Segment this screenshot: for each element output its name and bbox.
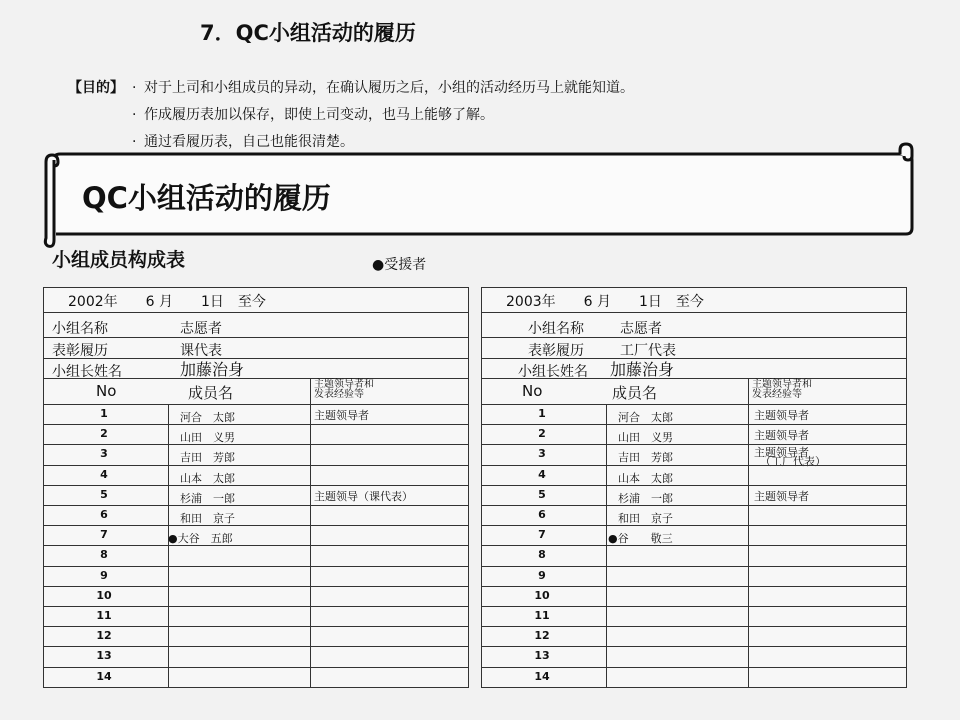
row-number: 13 (534, 649, 550, 663)
member-name: 山田 义男 (180, 431, 235, 445)
row-divider (482, 545, 906, 546)
row-divider (44, 566, 468, 567)
row-number: 12 (534, 629, 550, 643)
row-divider (44, 586, 468, 587)
divider (44, 378, 468, 379)
award-value: 课代表 (180, 343, 222, 359)
row-divider (482, 525, 906, 526)
divider (482, 312, 906, 313)
leader-label: 小组长姓名 (52, 364, 122, 380)
row-number: 11 (534, 609, 550, 622)
member-table-2003 (481, 287, 907, 688)
member-name: 山本 太郎 (180, 471, 235, 485)
group-name-label: 小组名称 (528, 321, 584, 337)
member-role: 主题领导者 (754, 409, 809, 422)
group-name-value: 志愿者 (180, 321, 222, 337)
row-divider (482, 626, 906, 627)
divider (44, 337, 468, 338)
leader-value: 加藤治身 (610, 360, 675, 379)
member-name: ●谷 敬三 (608, 532, 673, 546)
row-number: 2 (538, 427, 546, 441)
col-no-header: No (522, 382, 543, 400)
divider (482, 378, 906, 379)
member-name: 杉浦 一郎 (180, 491, 235, 505)
row-divider (44, 424, 468, 425)
row-number: 3 (538, 447, 546, 461)
row-number: 9 (100, 568, 108, 582)
row-divider (482, 424, 906, 425)
row-number: 10 (96, 588, 112, 602)
award-value: 工厂代表 (620, 343, 676, 359)
purpose-text: 作成履历表加以保存，即使上司变动，也马上能够了解。 (144, 107, 494, 123)
bullet: · (132, 107, 137, 123)
member-table-2002 (43, 287, 469, 688)
member-name: 和田 京子 (618, 512, 673, 525)
group-name-value: 志愿者 (620, 321, 662, 337)
bullet: · (132, 80, 137, 96)
member-name: 河合 太郎 (180, 411, 235, 424)
row-number: 5 (100, 487, 108, 501)
row-number: 11 (96, 609, 112, 622)
row-divider (482, 505, 906, 506)
member-name: 和田 京子 (180, 512, 235, 525)
divider (44, 358, 468, 359)
row-number: 8 (100, 548, 108, 562)
col-no-header: No (96, 382, 117, 400)
row-divider (482, 566, 906, 567)
page-title: 7．QC小组活动的履历 (200, 21, 416, 45)
purpose-line (68, 102, 634, 129)
member-role: 主题领导者 (754, 489, 809, 503)
row-divider (44, 465, 468, 466)
row-number: 6 (100, 508, 108, 521)
col-member-header: 成员名 (612, 384, 658, 402)
row-divider (482, 606, 906, 607)
divider (482, 358, 906, 359)
row-divider (44, 667, 468, 668)
member-role: （工厂代表） (760, 455, 826, 469)
purpose-text: 对于上司和小组成员的异动，在确认履历之后，小组的活动经历马上就能知道。 (144, 80, 634, 96)
row-divider (44, 626, 468, 627)
award-label: 表彰履历 (528, 343, 584, 359)
member-name: 山本 太郎 (618, 471, 673, 485)
divider (44, 312, 468, 313)
row-divider (482, 465, 906, 466)
date-range: 2002年 6 月 1日 至今 (68, 294, 266, 310)
row-number: 9 (538, 568, 546, 582)
row-number: 13 (96, 649, 112, 663)
row-number: 3 (100, 447, 108, 461)
col-role-header: 发表经验等 (314, 389, 364, 400)
section-title: 小组成员构成表 (52, 249, 186, 271)
col-member-header: 成员名 (188, 384, 234, 402)
row-number: 1 (100, 407, 108, 420)
member-role: 主题领导者 (754, 429, 809, 443)
row-number: 2 (100, 427, 108, 441)
row-divider (482, 485, 906, 486)
group-name-label: 小组名称 (52, 321, 108, 337)
row-divider (44, 646, 468, 647)
row-divider (44, 404, 468, 405)
purpose-text: 通过看履历表，自己也能很清楚。 (144, 134, 354, 150)
row-number: 12 (96, 629, 112, 643)
member-name: 河合 太郎 (618, 411, 673, 424)
member-name: 吉田 芳郎 (180, 451, 235, 465)
row-divider (482, 444, 906, 445)
col-role-header: 发表经验等 (752, 389, 802, 400)
row-divider (482, 667, 906, 668)
row-divider (44, 545, 468, 546)
divider (482, 337, 906, 338)
member-name: 杉浦 一郎 (618, 491, 673, 505)
row-divider (482, 646, 906, 647)
row-number: 4 (100, 467, 108, 481)
row-number: 4 (538, 467, 546, 481)
row-number: 1 (538, 407, 546, 420)
award-label: 表彰履历 (52, 343, 108, 359)
row-number: 8 (538, 548, 546, 562)
scroll-title: QC小组活动的履历 (82, 181, 331, 215)
row-divider (44, 485, 468, 486)
row-number: 5 (538, 487, 546, 501)
col-role-header: 主题领导者和 (752, 379, 812, 390)
member-name: ●大谷 五郎 (168, 532, 233, 546)
row-number: 7 (538, 528, 546, 542)
purpose-label: 【目的】 (68, 80, 124, 96)
bullet: · (132, 134, 137, 150)
member-name: 吉田 芳郎 (618, 451, 673, 465)
member-role: 主题领导者 (314, 409, 369, 422)
row-number: 14 (534, 669, 550, 683)
row-divider (44, 525, 468, 526)
aid-note: ●受援者 (372, 257, 427, 273)
row-divider (44, 606, 468, 607)
row-number: 6 (538, 508, 546, 521)
member-role: 主题领导（课代表） (314, 489, 413, 503)
row-divider (482, 586, 906, 587)
date-range: 2003年 6 月 1日 至今 (506, 294, 704, 310)
leader-value: 加藤治身 (180, 360, 245, 379)
row-divider (44, 444, 468, 445)
purpose-line (68, 75, 634, 102)
row-number: 10 (534, 588, 550, 602)
row-number: 14 (96, 669, 112, 683)
leader-label: 小组长姓名 (518, 364, 588, 380)
row-divider (44, 505, 468, 506)
row-number: 7 (100, 528, 108, 542)
member-name: 山田 义男 (618, 431, 673, 445)
member-role: 主题领导者 (754, 446, 809, 460)
col-role-header: 主题领导者和 (314, 379, 374, 390)
row-divider (482, 404, 906, 405)
